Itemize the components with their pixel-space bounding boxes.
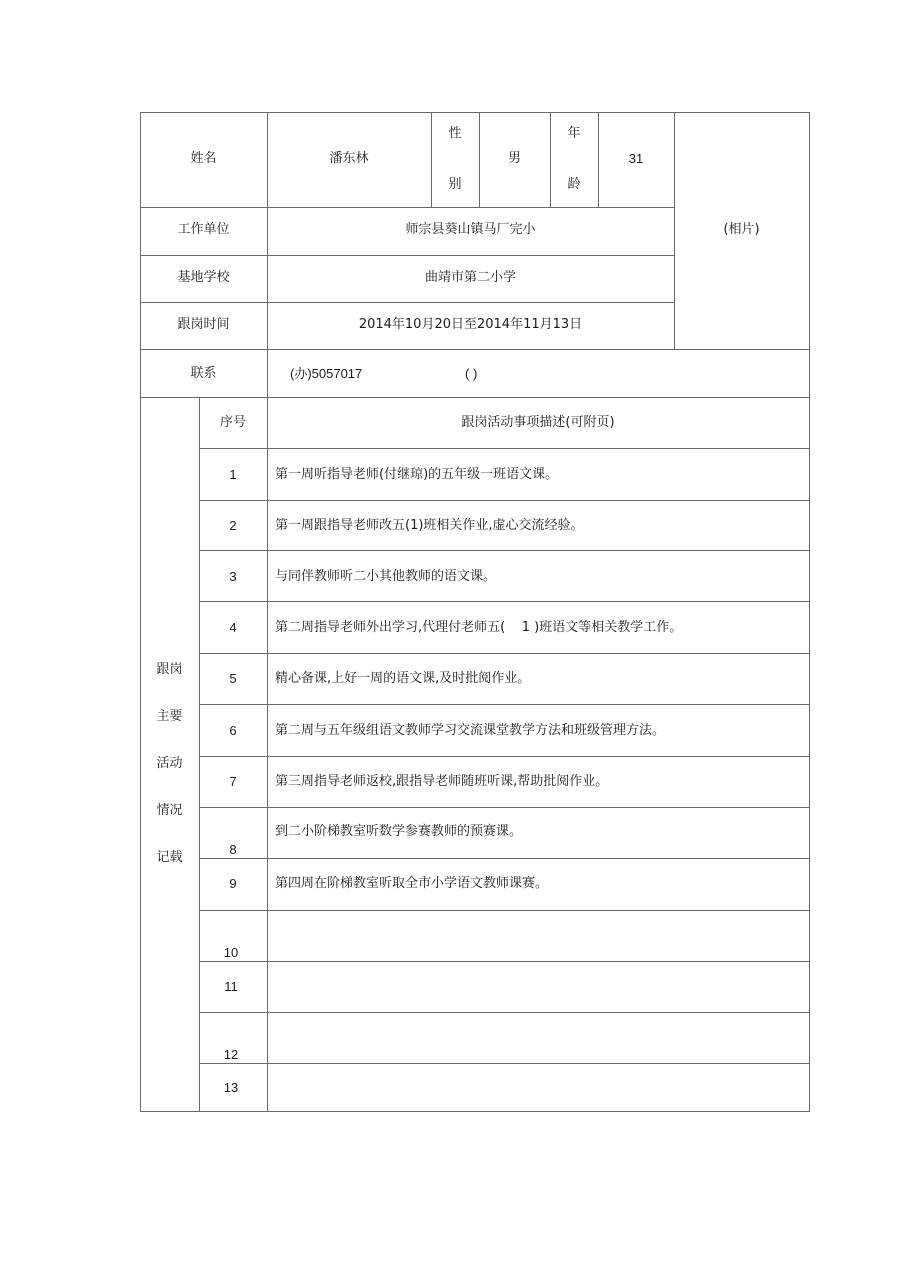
row-index: 10 bbox=[223, 945, 239, 960]
row-index: 5 bbox=[229, 671, 237, 686]
name-value: 潘东林 bbox=[329, 151, 369, 166]
row-index: 8 bbox=[229, 842, 237, 857]
row-index: 4 bbox=[229, 620, 237, 635]
row-index: 7 bbox=[229, 774, 237, 789]
row-description: 第三周指导老师返校,跟指导老师随班听课,帮助批阅作业。 bbox=[275, 774, 609, 789]
side-label-line-1: 跟岗 bbox=[156, 662, 183, 677]
row-line bbox=[199, 653, 810, 654]
age-label-bottom: 龄 bbox=[567, 177, 581, 192]
base-school-value: 曲靖市第二小学 bbox=[424, 270, 516, 285]
table-border-left bbox=[140, 112, 141, 1112]
row-index: 2 bbox=[229, 518, 237, 533]
row-line bbox=[199, 1063, 810, 1064]
row-line bbox=[199, 910, 810, 911]
gender-value: 男 bbox=[507, 151, 521, 166]
contact-label: 联系 bbox=[190, 366, 217, 381]
period-label: 跟岗时间 bbox=[177, 317, 230, 332]
row-line bbox=[199, 858, 810, 859]
row-line bbox=[199, 500, 810, 501]
row-line bbox=[140, 255, 675, 256]
side-label-line-4: 情况 bbox=[156, 803, 183, 818]
row-index: 3 bbox=[229, 569, 237, 584]
name-label: 姓名 bbox=[190, 151, 217, 166]
row-description: 第二周与五年级组语文教师学习交流课堂教学方法和班级管理方法。 bbox=[275, 723, 666, 738]
gender-label-bottom: 别 bbox=[448, 177, 462, 192]
col-line bbox=[199, 397, 200, 1112]
row-index: 12 bbox=[223, 1047, 239, 1062]
row-description: 与同伴教师听二小其他教师的语文课。 bbox=[275, 569, 497, 584]
row-line bbox=[199, 807, 810, 808]
row-description: 第二周指导老师外出学习,代理付老师五( 1 )班语文等相关教学工作。 bbox=[275, 620, 683, 635]
age-label-top: 年 bbox=[567, 126, 581, 141]
row-line bbox=[199, 1012, 810, 1013]
row-description: 第一周跟指导老师改五(1)班相关作业,虚心交流经验。 bbox=[275, 518, 584, 533]
side-label-line-3: 活动 bbox=[156, 756, 183, 771]
row-description: 第四周在阶梯教室听取全市小学语文教师课赛。 bbox=[275, 876, 549, 891]
age-value: 31 bbox=[628, 151, 644, 166]
table-border-top bbox=[140, 112, 810, 113]
row-index: 9 bbox=[229, 876, 237, 891]
row-description: 第一周听指导老师(付继琼)的五年级一班语文课。 bbox=[275, 467, 559, 482]
row-line bbox=[140, 349, 810, 350]
side-label-line-2: 主要 bbox=[156, 709, 183, 724]
col-line bbox=[267, 397, 268, 1112]
row-line bbox=[199, 704, 810, 705]
work-unit-value: 师宗县葵山镇马厂完小 bbox=[405, 222, 536, 237]
side-label-line-5: 记载 bbox=[156, 850, 183, 865]
row-line bbox=[140, 207, 675, 208]
row-index: 11 bbox=[224, 979, 238, 994]
row-index: 1 bbox=[229, 467, 237, 482]
contact-office: (办)5057017 bbox=[290, 366, 363, 381]
contact-other: ( ) bbox=[465, 366, 478, 381]
row-line bbox=[199, 550, 810, 551]
row-line bbox=[199, 448, 810, 449]
table-border-bottom bbox=[140, 1111, 810, 1112]
table-border-right bbox=[809, 112, 810, 1112]
row-description: 到二小阶梯教室听数学参赛教师的预赛课。 bbox=[275, 824, 523, 839]
row-index: 13 bbox=[223, 1080, 239, 1095]
gender-label-top: 性 bbox=[448, 126, 462, 141]
row-line bbox=[140, 397, 810, 398]
work-unit-label: 工作单位 bbox=[177, 222, 230, 237]
row-index: 6 bbox=[229, 723, 237, 738]
row-description: 精心备课,上好一周的语文课,及时批阅作业。 bbox=[275, 671, 531, 686]
base-school-label: 基地学校 bbox=[177, 270, 230, 285]
row-line bbox=[199, 601, 810, 602]
index-header: 序号 bbox=[219, 415, 246, 430]
description-header: 跟岗活动事项描述(可附页) bbox=[461, 415, 615, 430]
photo-placeholder: (相片) bbox=[723, 222, 760, 237]
row-line bbox=[199, 756, 810, 757]
row-line bbox=[199, 961, 810, 962]
period-value: 2014年10月20日至2014年11月13日 bbox=[358, 317, 583, 332]
row-line bbox=[140, 302, 675, 303]
